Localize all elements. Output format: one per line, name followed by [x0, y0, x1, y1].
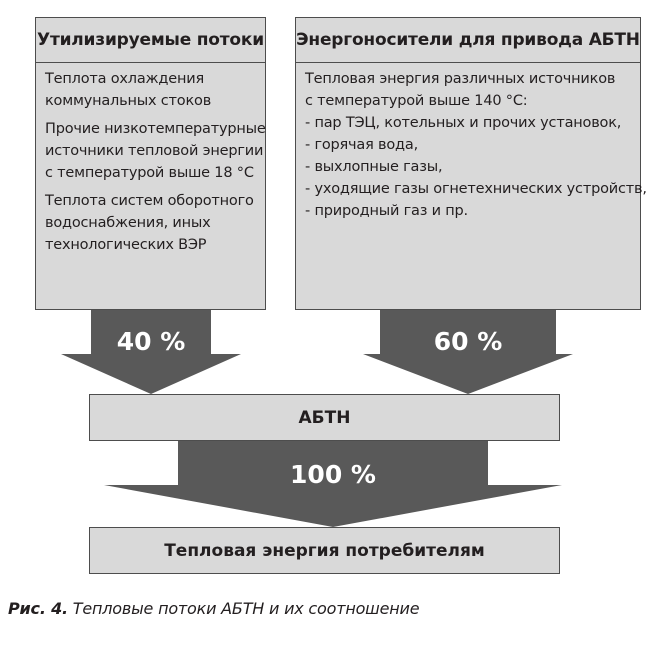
utilized-flow-item [45, 118, 266, 184]
energy-carrier-line: - выхлопные газы, [305, 159, 443, 175]
energy-carriers-list [305, 68, 647, 222]
utilized-flow-line: Теплота систем оборотного [45, 193, 254, 209]
figure-caption [8, 599, 419, 618]
utilized-flows-list [45, 68, 266, 262]
right-share-label: 60 % [433, 327, 503, 356]
flow-arrow-center [104, 441, 562, 527]
energy-carriers-box [295, 17, 647, 310]
figure-caption-text: Тепловые потоки АБТН и их соотношение [72, 599, 420, 618]
utilized-flow-line: Прочие низкотемпературные [45, 121, 266, 137]
energy-carrier-line: - горячая вода, [305, 137, 418, 153]
figure-number: Рис. 4. [8, 599, 68, 618]
utilized-flow-line: с температурой выше 18 °С [45, 165, 254, 181]
utilized-flows-title: Утилизируемые потоки [36, 18, 265, 63]
left-share-label: 40 % [116, 327, 186, 356]
energy-carrier-line: Тепловая энергия различных источников [305, 71, 616, 87]
energy-carrier-line: с температурой выше 140 °С: [305, 93, 528, 109]
utilized-flows-box [35, 17, 266, 310]
energy-carrier-line: - пар ТЭЦ, котельных и прочих установок, [305, 115, 622, 131]
utilized-flow-line: источники тепловой энергии [45, 143, 264, 159]
consumer-label: Тепловая энергия потребителям [164, 540, 485, 561]
abtn-bar [89, 394, 560, 441]
consumer-bar [89, 527, 560, 574]
abtn-label: АБТН [298, 407, 351, 428]
utilized-flow-line: коммунальных стоков [45, 93, 212, 109]
flow-arrow-left [61, 310, 241, 394]
total-share-label: 100 % [290, 460, 376, 489]
utilized-flow-item [45, 68, 259, 112]
utilized-flow-line: Теплота охлаждения [45, 71, 204, 87]
flow-arrow-right [363, 310, 573, 394]
energy-carrier-line: - природный газ и пр. [305, 203, 468, 219]
utilized-flow-line: водоснабжения, иных [45, 215, 211, 231]
utilized-flow-line: технологических ВЭР [45, 237, 207, 253]
utilized-flow-item [45, 190, 259, 256]
energy-carrier-line: - уходящие газы огнетехнических устройств, [305, 181, 647, 197]
energy-carriers-title: Энергоносители для привода АБТН [296, 18, 640, 63]
